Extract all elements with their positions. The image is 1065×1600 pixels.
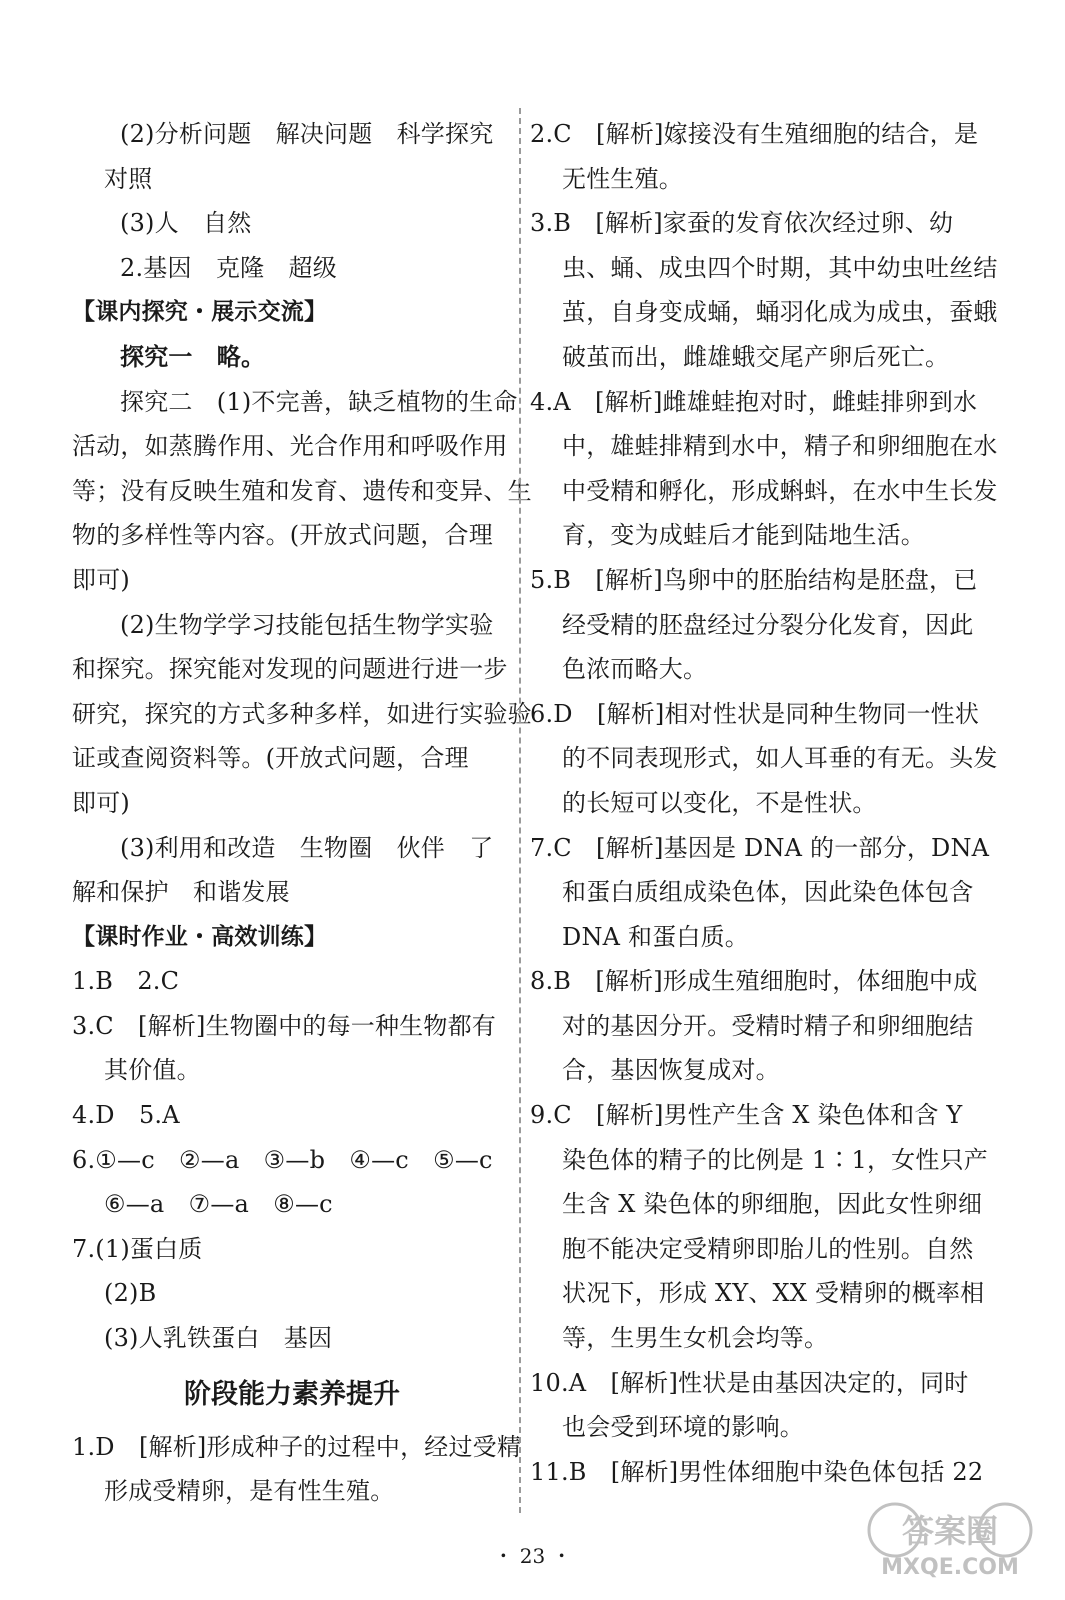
watermark-logo — [855, 1500, 1045, 1580]
text-line: 其价值。 — [104, 1056, 201, 1085]
text-line: 物的多样性等内容。(开放式问题，合理 — [72, 521, 493, 550]
text-line: 7.C [解析]基因是 DNA 的一部分，DNA — [530, 833, 990, 862]
text-line: 探究二 (1)不完善，缺乏植物的生命 — [120, 387, 518, 416]
text-line: 的长短可以变化，不是性状。 — [562, 788, 877, 817]
text-line: 6.①—c ②—a ③—b ④—c ⑤—c — [72, 1145, 493, 1174]
text-line: 【课内探究・展示交流】 — [72, 299, 328, 326]
text-line: 8.B [解析]形成生殖细胞时，体细胞中成 — [530, 967, 978, 996]
text-line: ⑥—a ⑦—a ⑧—c — [104, 1190, 333, 1219]
text-line: 无性生殖。 — [562, 164, 683, 193]
text-line: 活动，如蒸腾作用、光合作用和呼吸作用 — [72, 432, 508, 461]
text-line: 育，变为成蛙后才能到陆地生活。 — [562, 521, 925, 550]
text-line: 状况下，形成 XY、XX 受精卵的概率相 — [562, 1279, 985, 1308]
text-line: 9.C [解析]男性产生含 X 染色体和含 Y — [530, 1101, 963, 1130]
text-line: 经受精的胚盘经过分裂分化发育，因此 — [562, 610, 974, 639]
text-line: 色浓而略大。 — [562, 655, 708, 684]
left-column — [72, 112, 532, 1514]
text-line: 研究，探究的方式多种多样，如进行实验验 — [72, 699, 532, 728]
text-line: 探究一 略。 — [120, 342, 266, 371]
text-line: 合，基因恢复成对。 — [562, 1056, 780, 1085]
text-line: 1.D [解析]形成种子的过程中，经过受精 — [72, 1432, 522, 1461]
text-line: 中受精和孵化，形成蝌蚪，在水中生长发 — [562, 476, 998, 505]
text-line: (2)B — [104, 1279, 157, 1308]
text-line: 对的基因分开。受精时精子和卵细胞结 — [562, 1011, 974, 1040]
text-line: 生含 X 染色体的卵细胞，因此女性卵细 — [562, 1190, 983, 1219]
text-line: 10.A [解析]性状是由基因决定的，同时 — [530, 1368, 969, 1397]
text-line: 6.D [解析]相对性状是同种生物同一性状 — [530, 699, 980, 728]
text-line: 破茧而出，雌雄蛾交尾产卵后死亡。 — [562, 342, 950, 371]
text-line: 染色体的精子的比例是 1∶1，女性只产 — [562, 1145, 988, 1174]
text-line: 3.C [解析]生物圈中的每一种生物都有 — [72, 1011, 496, 1040]
text-line: 3.B [解析]家蚕的发育依次经过卵、幼 — [530, 209, 954, 238]
text-line: DNA 和蛋白质。 — [562, 922, 750, 951]
text-line: 等，生男生女机会均等。 — [562, 1324, 829, 1353]
text-line: 也会受到环境的影响。 — [562, 1413, 804, 1442]
text-line: 4.D 5.A — [72, 1101, 180, 1130]
text-line: 即可) — [72, 788, 130, 817]
watermark-title: 答案圈 — [901, 1512, 999, 1550]
text-line: 1.B 2.C — [72, 967, 180, 996]
text-line: 证或查阅资料等。(开放式问题，合理 — [72, 744, 469, 773]
text-line: (3)利用和改造 生物圈 伙伴 了 — [120, 833, 494, 862]
page-number: ・ 23 ・ — [493, 1544, 572, 1568]
text-line: 解和保护 和谐发展 — [72, 878, 290, 907]
text-line: 即可) — [72, 565, 130, 594]
text-line: 5.B [解析]鸟卵中的胚胎结构是胚盘，已 — [530, 565, 978, 594]
text-line: (2)分析问题 解决问题 科学探究 — [120, 120, 494, 148]
text-line: 中，雄蛙排精到水中，精子和卵细胞在水 — [562, 432, 998, 461]
text-line: 【课时作业・高效训练】 — [72, 923, 328, 950]
right-column — [530, 112, 998, 1494]
text-line: (3)人 自然 — [120, 209, 252, 238]
text-line: 形成受精卵，是有性生殖。 — [104, 1477, 395, 1506]
text-line: 虫、蛹、成虫四个时期，其中幼虫吐丝结 — [562, 253, 998, 282]
text-line: 的不同表现形式，如人耳垂的有无。头发 — [562, 744, 998, 773]
text-line: 等；没有反映生殖和发育、遗传和变异、生 — [72, 476, 532, 505]
text-line: 和蛋白质组成染色体，因此染色体包含 — [562, 878, 974, 907]
text-line: 2.基因 克隆 超级 — [120, 253, 337, 282]
text-line: 胞不能决定受精卵即胎儿的性别。自然 — [562, 1234, 974, 1263]
text-line: 2.C [解析]嫁接没有生殖细胞的结合，是 — [530, 120, 979, 148]
text-line: 11.B [解析]男性体细胞中染色体包括 22 — [530, 1457, 984, 1486]
text-line: 7.(1)蛋白质 — [72, 1234, 203, 1263]
section-title: 阶段能力素养提升 — [184, 1378, 400, 1410]
text-line: 茧，自身变成蛹，蛹羽化成为成虫，蚕蛾 — [562, 298, 998, 327]
text-line: 对照 — [104, 164, 153, 193]
text-line: 和探究。探究能对发现的问题进行进一步 — [72, 655, 508, 684]
column-divider — [519, 108, 521, 1513]
text-line: 4.A [解析]雌雄蛙抱对时，雌蛙排卵到水 — [530, 387, 978, 416]
text-line: (3)人乳铁蛋白 基因 — [104, 1324, 333, 1353]
watermark-url: MXQE.COM — [881, 1555, 1019, 1580]
text-line: (2)生物学学习技能包括生物学实验 — [120, 610, 494, 639]
